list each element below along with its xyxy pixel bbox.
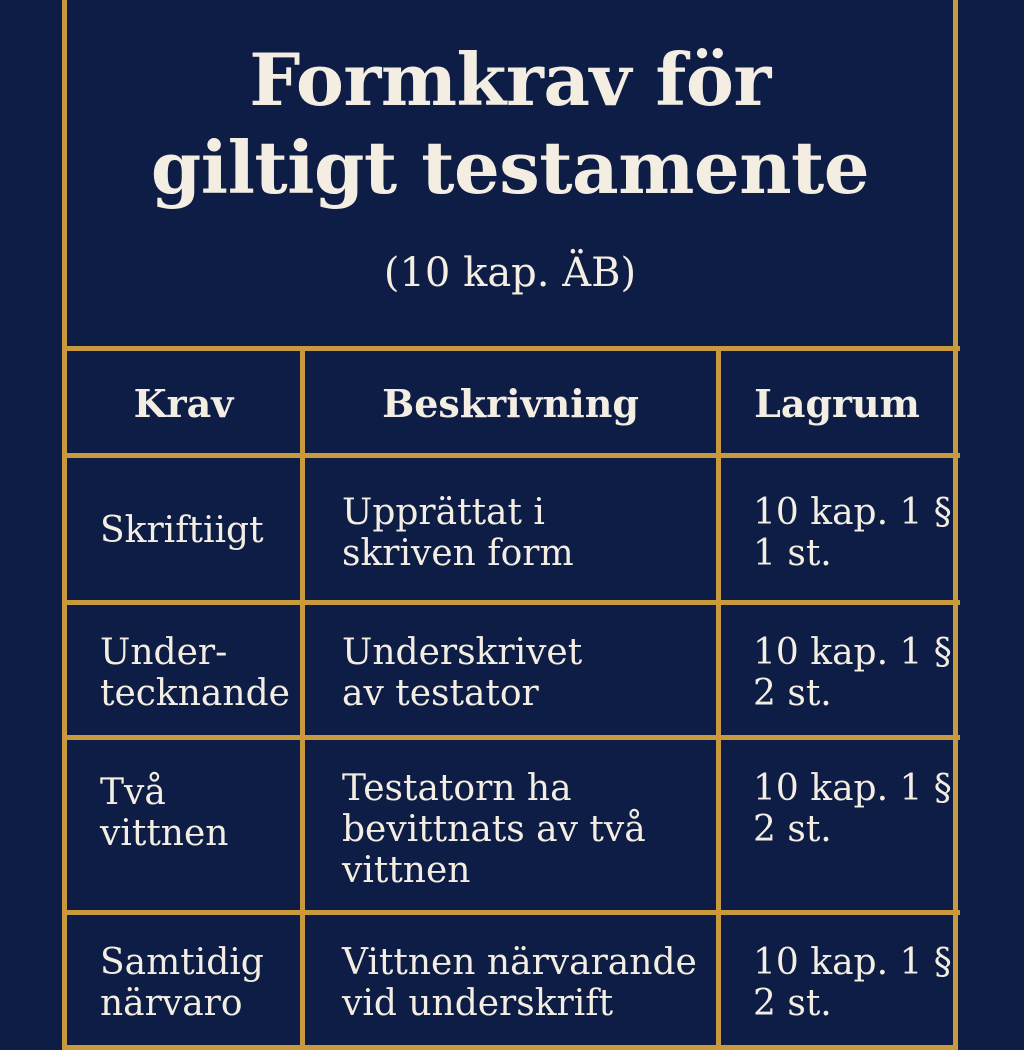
table-cell-beskrivning	[342, 632, 582, 714]
title-line-2: giltigt testamente	[150, 125, 870, 210]
table-cell-krav	[100, 772, 228, 854]
cell-line: närvaro	[100, 983, 243, 1024]
cell-line: 2 st.	[753, 809, 832, 850]
cell-line: Samtidig	[100, 942, 264, 983]
table-cell-krav	[100, 510, 264, 551]
table-row-divider	[64, 600, 960, 605]
table-header-divider	[64, 453, 960, 458]
cell-line: 10 kap. 1 §	[753, 942, 952, 983]
cell-line: 10 kap. 1 §	[753, 632, 952, 673]
table-top-border	[64, 346, 960, 351]
table-cell-lagrum	[753, 492, 952, 574]
table-cell-beskrivning	[342, 942, 697, 1024]
cell-line: 10 kap. 1 §	[753, 492, 952, 533]
table-cell-lagrum	[753, 768, 952, 850]
cell-line: vittnen	[342, 850, 471, 891]
table-cell-beskrivning	[342, 492, 574, 574]
cell-line: 10 kap. 1 §	[753, 768, 952, 809]
cell-line: Testatorn ha	[342, 768, 572, 809]
cell-line: skriven form	[342, 533, 574, 574]
cell-line: 1 st.	[753, 533, 832, 574]
table-column-divider	[300, 346, 305, 1046]
cell-line: Två	[100, 772, 166, 813]
table-cell-beskrivning	[342, 768, 646, 891]
column-header-lagrum: Lagrum	[754, 381, 920, 426]
cell-line: vid underskrift	[342, 983, 614, 1024]
cell-line: vittnen	[100, 813, 229, 854]
cell-line: Skriftiigt	[100, 510, 264, 551]
page-subtitle: (10 kap. ÄB)	[383, 250, 637, 296]
table-cell-krav	[100, 942, 264, 1024]
page-title	[67, 36, 953, 212]
cell-line: bevittnats av två	[342, 809, 646, 850]
table-column-divider	[716, 346, 721, 1046]
cell-line: Vittnen närvarande	[342, 942, 697, 983]
cell-line: tecknande	[100, 673, 290, 714]
title-line-1: Formkrav för	[249, 37, 771, 122]
table-cell-lagrum	[753, 942, 952, 1024]
table-row-divider	[64, 735, 960, 740]
cell-line: Upprättat i	[342, 492, 545, 533]
cell-line: Under-	[100, 632, 228, 673]
cell-line: 2 st.	[753, 983, 832, 1024]
table-row-divider	[64, 910, 960, 915]
column-header-krav: Krav	[133, 381, 234, 426]
cell-line: av testator	[342, 673, 539, 714]
column-header-beskrivning: Beskrivning	[382, 381, 639, 426]
table-cell-krav	[100, 632, 290, 714]
cell-line: 2 st.	[753, 673, 832, 714]
cell-line: Underskrivet	[342, 632, 583, 673]
table-cell-lagrum	[753, 632, 952, 714]
